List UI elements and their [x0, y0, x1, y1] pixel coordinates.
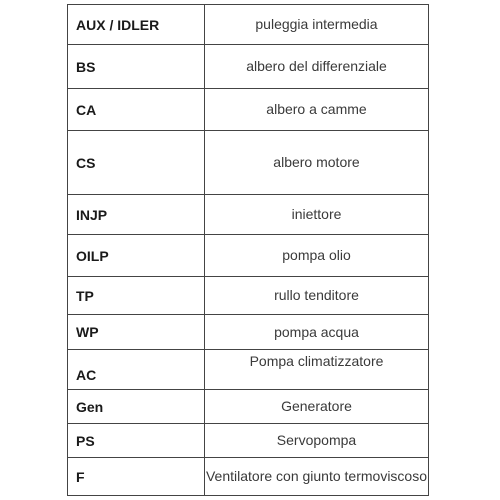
description-cell: pompa olio [205, 235, 429, 277]
description-cell: albero motore [205, 131, 429, 195]
abbreviation-cell: OILP [68, 235, 205, 277]
abbreviation-cell: PS [68, 424, 205, 458]
table-row [68, 131, 429, 195]
table-row [68, 424, 429, 458]
description-cell: albero del differenziale [205, 45, 429, 89]
abbreviation-cell: TP [68, 277, 205, 315]
table-row [68, 277, 429, 315]
description-cell: puleggia intermedia [205, 5, 429, 45]
table-row [68, 350, 429, 390]
description-cell: albero a camme [205, 89, 429, 131]
description-cell: Servopompa [205, 424, 429, 458]
table-row [68, 89, 429, 131]
abbreviation-cell: CS [68, 131, 205, 195]
description-cell: Generatore [205, 390, 429, 424]
abbreviation-cell: INJP [68, 195, 205, 235]
abbreviation-cell: Gen [68, 390, 205, 424]
abbreviation-cell: F [68, 458, 205, 496]
abbreviation-cell: AC [68, 350, 205, 390]
abbreviation-cell: BS [68, 45, 205, 89]
table-row [68, 315, 429, 350]
table-row [68, 458, 429, 496]
table-row [68, 235, 429, 277]
abbreviation-cell: CA [68, 89, 205, 131]
description-cell: rullo tenditore [205, 277, 429, 315]
description-cell: Pompa climatizzatore [205, 350, 429, 390]
abbreviation-cell: AUX / IDLER [68, 5, 205, 45]
abbreviation-legend-table [67, 4, 429, 496]
table-row [68, 45, 429, 89]
description-cell: Ventilatore con giunto termoviscoso [205, 458, 429, 496]
table-row [68, 390, 429, 424]
table-row [68, 5, 429, 45]
description-cell: pompa acqua [205, 315, 429, 350]
description-cell: iniettore [205, 195, 429, 235]
table-row [68, 195, 429, 235]
abbreviation-cell: WP [68, 315, 205, 350]
